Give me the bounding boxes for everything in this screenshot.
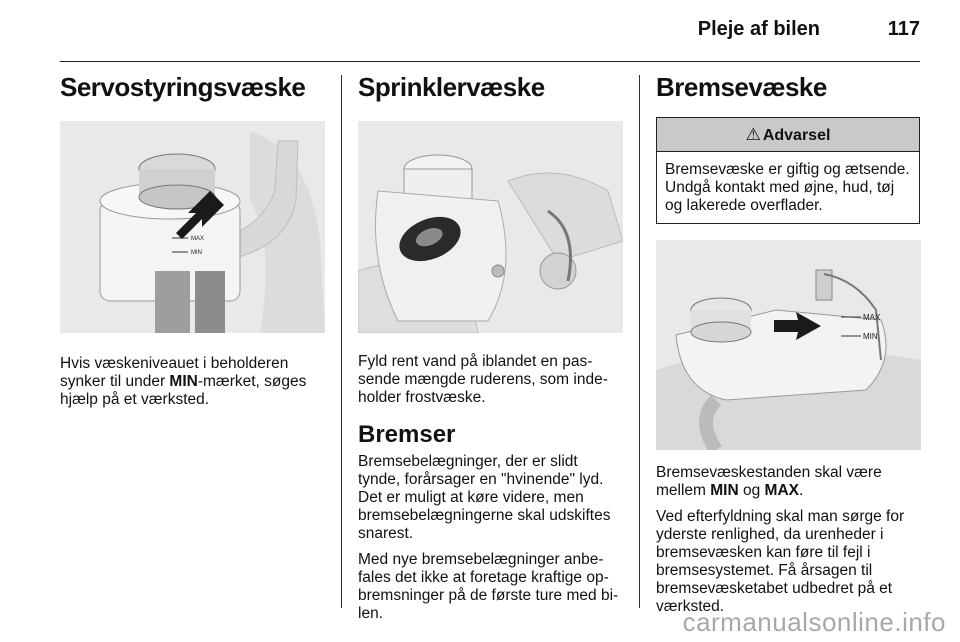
warning-triangle-icon: ⚠: [745, 125, 761, 144]
header-rule: [60, 61, 920, 62]
running-header-title: Pleje af bilen: [697, 18, 820, 40]
brake-fluid-level-paragraph: Bremsevæskestanden skal være mellem MIN og MAX.: [656, 464, 882, 499]
section-heading-brakes: Bremser: [358, 421, 456, 448]
power-steering-reservoir-illustration: [60, 121, 325, 333]
brake-fluid-reservoir-illustration: [656, 240, 921, 450]
section-heading-washer-fluid: Sprinklervæske: [358, 72, 545, 102]
warning-title: Advarsel: [762, 127, 831, 144]
reservoir-max-mark: MAX: [191, 236, 205, 242]
page-number: 117: [887, 18, 920, 40]
warning-text: Bremsevæske er giftig og ætsende. Undgå kontakt med øjne, hud, tøj og lakerede overflader.: [665, 161, 910, 214]
column-divider-1: [341, 75, 342, 608]
warning-box: [656, 117, 920, 224]
washer-fluid-paragraph: Fyld rent vand på iblandet en passende mængde ruderens, som indeholder frostvæske.: [358, 353, 608, 406]
column-brake-fluid: [656, 72, 921, 624]
section-heading-power-steering-fluid: Servostyringsvæske: [60, 72, 306, 102]
column-divider-2: [639, 75, 640, 608]
section-heading-brake-fluid: Bremsevæske: [656, 72, 827, 102]
warning-header: [657, 118, 919, 152]
brake-fluid-refill-paragraph: Ved efterfyldning skal man sørge for yderste renlighed, da urenheder i bremsevæsken kan føre til fejl i bremsesystemet. Få årsagen til bremsevæsketabet udbedret på et værksted.: [656, 508, 905, 615]
washer-reservoir-illustration: [358, 121, 623, 333]
site-watermark: carmanualsonline.info: [682, 607, 946, 637]
power-steering-paragraph: Hvis væskeniveauet i beholderen synker til under MIN-mærket, søges hjælp på et værksted.: [60, 355, 307, 408]
brakes-paragraph-2: Med nye bremsebelægninger anbefales det ikke at foretage kraftige opbremsninger på de første ture med bilen.: [358, 551, 619, 622]
brakes-paragraph-1: Bremsebelægninger, der er slidt tynde, forårsager en "hvinende" lyd. Det er muligt at køre videre, men bremsebelægningerne skal udskiftes snarest.: [358, 453, 611, 542]
column-washer: [358, 72, 623, 631]
brake-reservoir-max-mark: MAX: [863, 313, 881, 322]
reservoir-min-mark: MIN: [191, 250, 202, 256]
brake-reservoir-min-mark: MIN: [863, 332, 878, 341]
column-power-steering: [60, 72, 325, 417]
